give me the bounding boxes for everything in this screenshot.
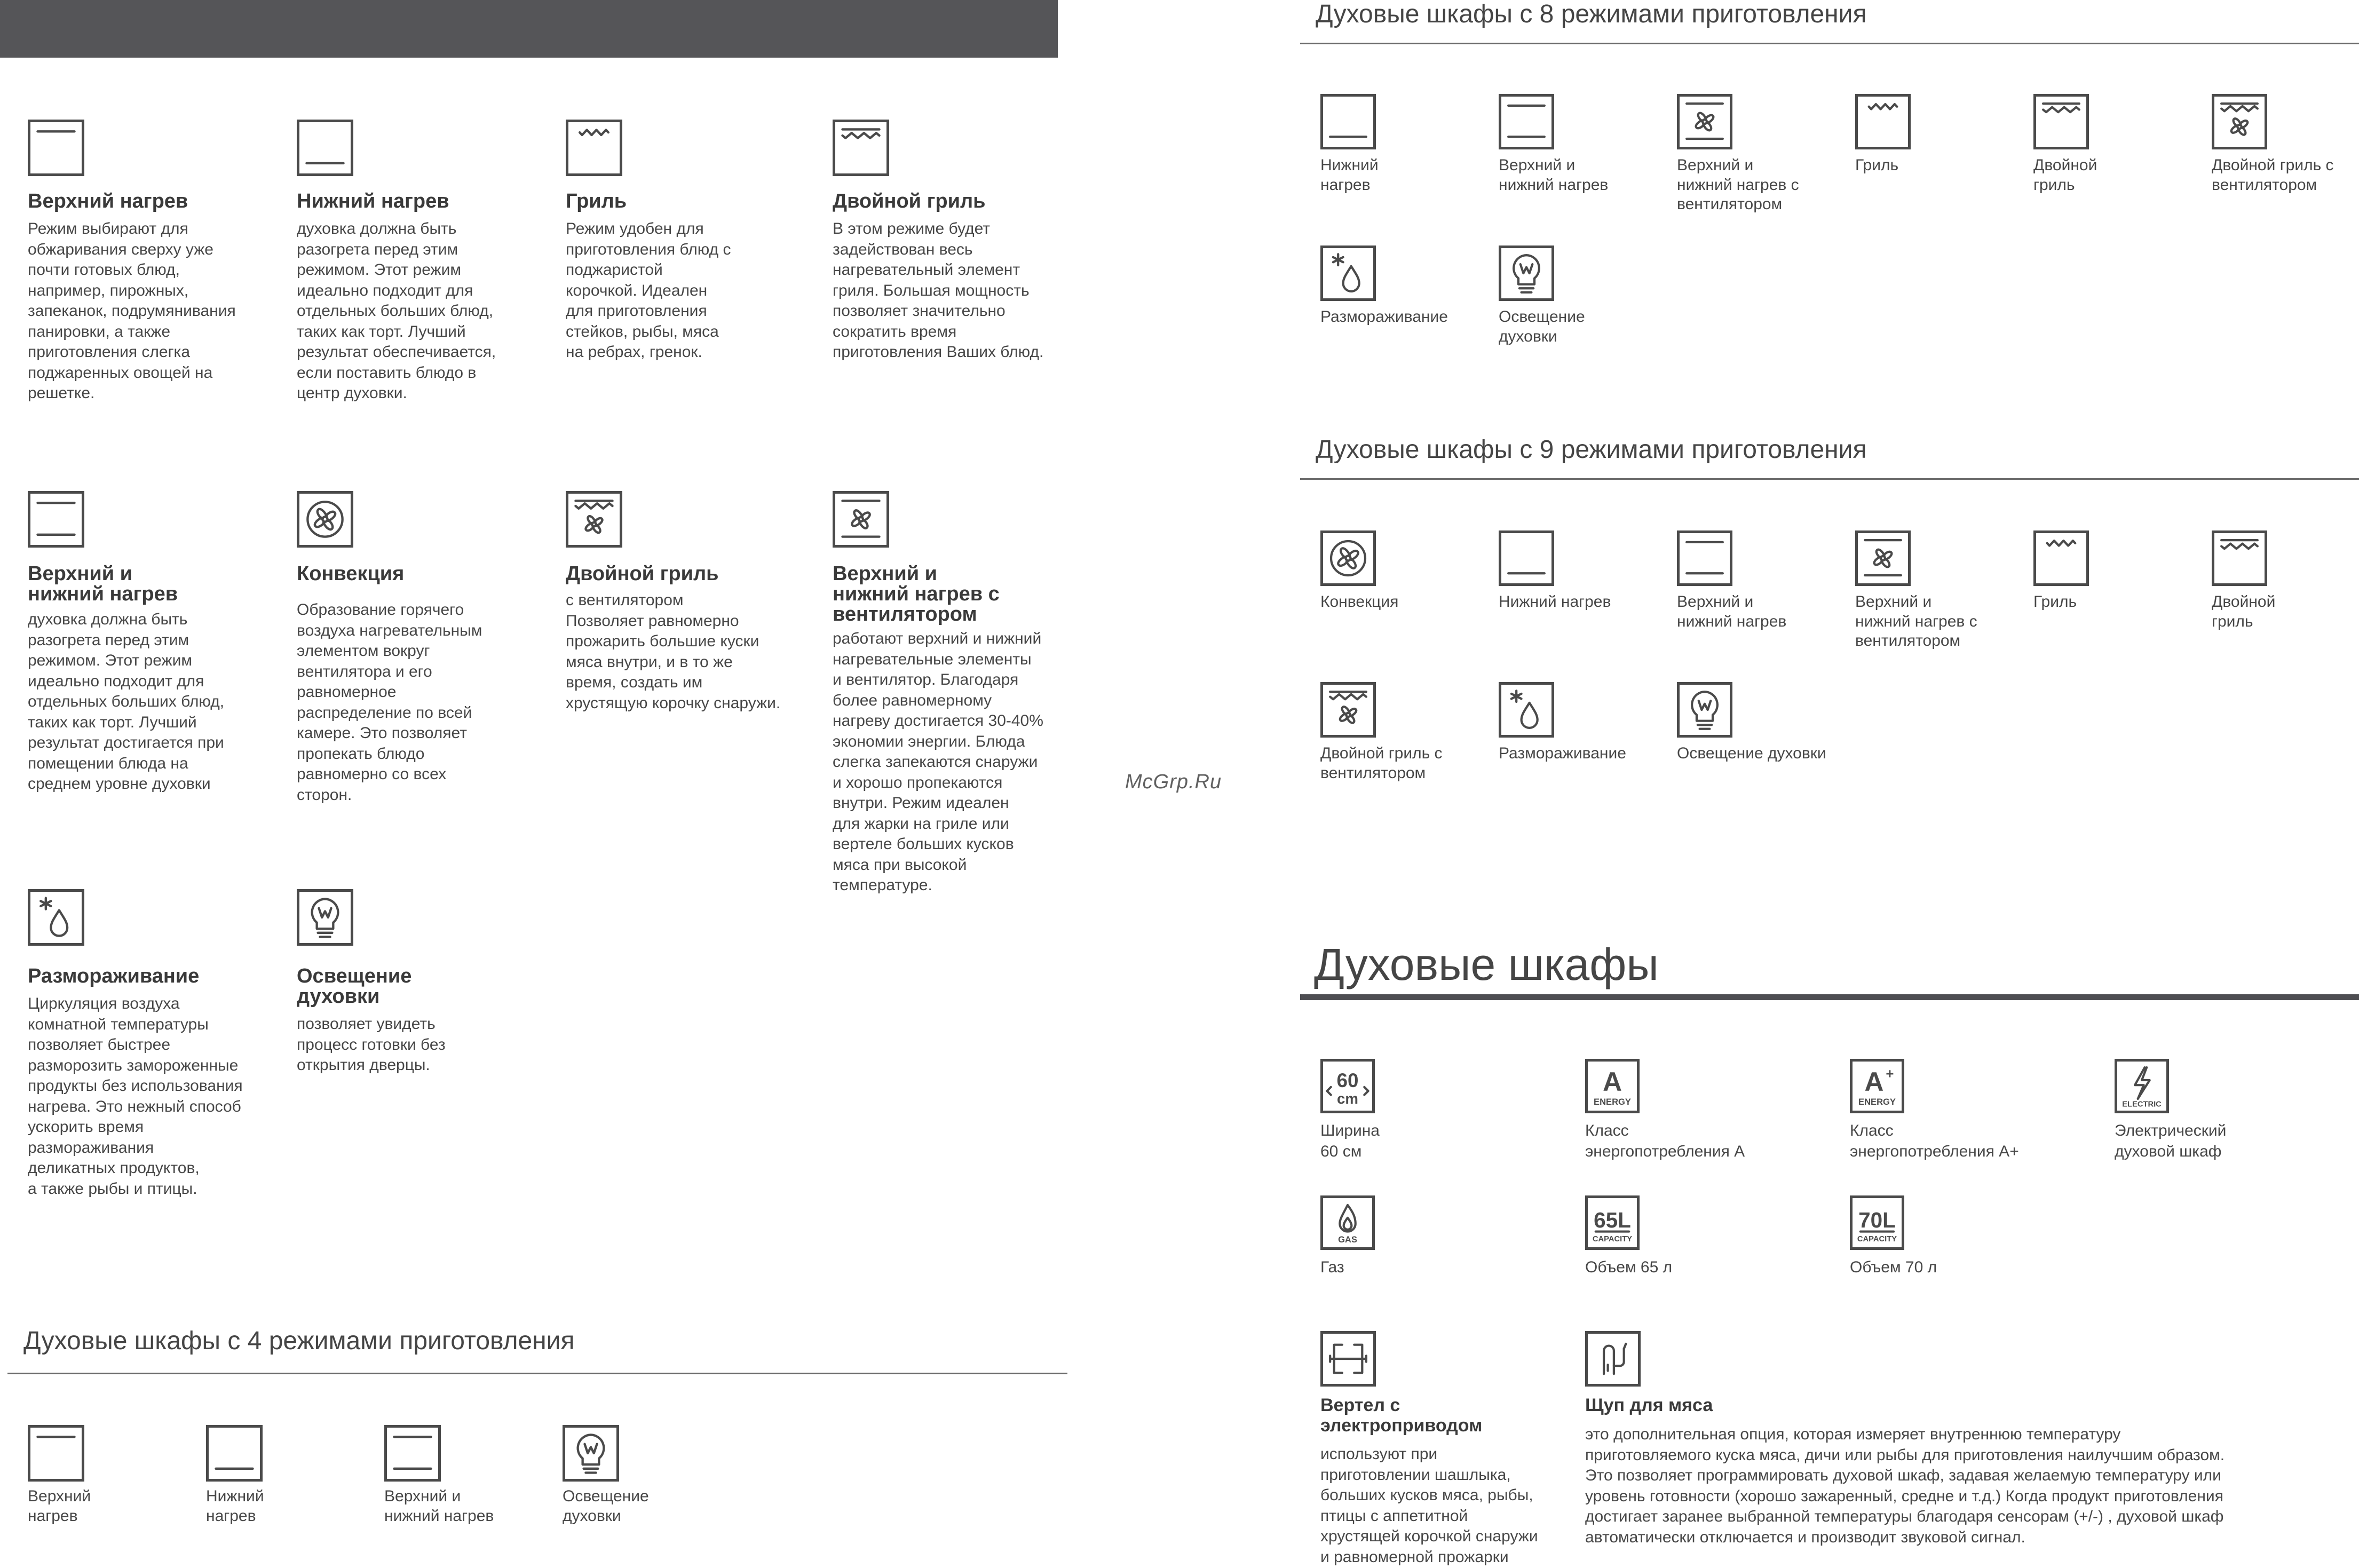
double-grill-icon (2033, 94, 2089, 149)
mode-label: Верхний нагрев (28, 1487, 91, 1525)
svg-text:A: A (1864, 1067, 1884, 1097)
rotisserie-icon (1320, 1331, 1376, 1387)
light-icon (1677, 682, 1732, 738)
mode-title: Двойной гриль (566, 563, 719, 585)
light-icon (297, 889, 353, 946)
grill-icon (2033, 530, 2089, 586)
mode-label: Двойной гриль с вентилятором (2212, 156, 2334, 194)
mode-label: Нижний нагрев (1499, 593, 1611, 611)
top-heat-icon (28, 120, 84, 176)
mode-label: Верхний и нижний нагрев (1677, 593, 1787, 630)
top-heat-icon (28, 1425, 84, 1482)
feature-label: Класс энергопотребления А+ (1850, 1122, 2019, 1160)
top-bottom-heat-icon (384, 1425, 441, 1482)
capacity-70-icon (1850, 1195, 1904, 1250)
svg-text:cm: cm (1337, 1090, 1358, 1107)
mode-title: Двойной гриль (833, 190, 986, 212)
nine-modes-title: Духовые шкафы с 9 режимами приготовления (1316, 435, 1867, 464)
four-modes-divider (7, 1373, 1067, 1374)
mode-label: Гриль (2033, 593, 2077, 611)
mode-desc: Режим выбирают для обжаривания сверху уже почти готовых блюд, например, пирожных, запеканок, подрумянивания панировки, а также приготовления слегка поджаренных овощей на решетке. (28, 220, 236, 402)
bottom-heat-icon (1499, 530, 1554, 586)
top-bottom-fan-icon (1677, 94, 1732, 149)
svg-text:70L: 70L (1858, 1208, 1896, 1233)
grill-icon (1855, 94, 1911, 149)
svg-text:65L: 65L (1594, 1208, 1631, 1233)
svg-text:A: A (1603, 1067, 1622, 1097)
mode-desc: с вентилятором Позволяет равномерно прожарить большие куски мяса внутри, и в то же время, создать им хрустящую корочку снаружи. (566, 591, 781, 712)
mode-label: Верхний и нижний нагрев (384, 1487, 494, 1525)
light-icon (563, 1425, 619, 1482)
mode-title: Размораживание (28, 965, 200, 987)
ovens-title: Духовые шкафы (1314, 939, 1659, 989)
top-bottom-heat-icon (28, 491, 84, 548)
mode-title: Верхний и нижний нагрев с вентилятором (833, 563, 1000, 625)
svg-text:ELECTRIC: ELECTRIC (2122, 1100, 2162, 1109)
mode-title: Нижний нагрев (297, 190, 449, 212)
energy-a-icon (1585, 1059, 1640, 1113)
watermark: McGrp.Ru (1125, 771, 1222, 793)
double-grill-fan-icon (1320, 682, 1376, 738)
mode-label: Верхний и нижний нагрев (1499, 156, 1609, 194)
mode-desc: В этом режиме будет задействован весь нагревательный элемент гриля. Большая мощность позволяет значительно сократить время приготовления Ваших блюд. (833, 220, 1044, 361)
double-grill-icon (2212, 530, 2267, 586)
rotisserie-desc: используют при приготовлении шашлыка, больших кусков мяса, рыбы, птицы с аппетитной хрустящей корочкой снаружи и равномерной прожарки (1320, 1445, 1538, 1566)
mode-title: Гриль (566, 190, 627, 212)
mode-label: Двойной гриль с вентилятором (1320, 745, 1443, 782)
mode-label: Двойной гриль (2033, 156, 2097, 194)
top-bottom-fan-icon (1855, 530, 1911, 586)
mode-label: Освещение духовки (1677, 745, 1826, 762)
feature-label: Ширина 60 см (1320, 1122, 1380, 1160)
feature-label: Объем 70 л (1850, 1258, 1937, 1276)
mode-label: Нижний нагрев (1320, 156, 1379, 194)
defrost-icon (1499, 682, 1554, 738)
svg-text:CAPACITY: CAPACITY (1592, 1234, 1633, 1244)
meat-probe-icon (1585, 1331, 1641, 1387)
svg-text:GAS: GAS (1338, 1234, 1357, 1245)
mode-label: Размораживание (1499, 745, 1626, 762)
mode-desc: позволяет увидеть процесс готовки без открытия дверцы. (297, 1015, 446, 1074)
svg-text:CAPACITY: CAPACITY (1857, 1234, 1897, 1244)
mode-label: Нижний нагрев (206, 1487, 264, 1525)
light-icon (1499, 246, 1554, 301)
mode-title: Конвекция (297, 563, 405, 585)
mode-label: Освещение духовки (563, 1487, 649, 1525)
top-bottom-heat-icon (1677, 530, 1732, 586)
double-grill-fan-icon (2212, 94, 2267, 149)
mode-desc: духовка должна быть разогрета перед этим режимом. Этот режим идеально подходит для отдельных больших блюд, таких как торт. Лучший результат достигается при помещении блюда на среднем уровне духовки (28, 611, 225, 793)
grill-icon (566, 120, 622, 176)
gas-icon (1320, 1195, 1375, 1250)
top-bottom-fan-icon (833, 491, 889, 548)
width-60-icon (1320, 1059, 1375, 1113)
mode-desc: духовка должна быть разогрета перед этим режимом. Этот режим идеально подходит для отдельных больших блюд, таких как торт. Лучший результат обеспечивается, если поставить блюдо в центр духовки. (297, 220, 496, 402)
eight-modes-title: Духовые шкафы с 8 режимами приготовления (1316, 0, 1867, 28)
bottom-heat-icon (1320, 94, 1376, 149)
bottom-heat-icon (206, 1425, 263, 1482)
bottom-heat-icon (297, 120, 353, 176)
svg-text:ENERGY: ENERGY (1858, 1096, 1896, 1107)
mode-label: Двойной гриль (2212, 593, 2276, 630)
top-banner (0, 0, 1058, 58)
mode-desc: Режим удобен для приготовления блюд с поджаристой корочкой. Идеален для приготовления стейков, рыбы, мяса на ребрах, гренок. (566, 220, 731, 361)
mode-label: Конвекция (1320, 593, 1399, 611)
meat-probe-title: Щуп для мяса (1585, 1395, 1713, 1415)
mode-label: Гриль (1855, 156, 1899, 174)
double-grill-fan-icon (566, 491, 622, 548)
defrost-icon (1320, 246, 1376, 301)
feature-label: Газ (1320, 1258, 1344, 1276)
feature-label: Класс энергопотребления А (1585, 1122, 1745, 1160)
four-modes-title: Духовые шкафы с 4 режимами приготовления (23, 1327, 575, 1355)
feature-label: Электрический духовой шкаф (2115, 1122, 2227, 1160)
mode-label: Верхний и нижний нагрев с вентилятором (1855, 593, 1977, 650)
capacity-65-icon (1585, 1195, 1640, 1250)
top-bottom-heat-icon (1499, 94, 1554, 149)
mode-title: Освещение духовки (297, 965, 412, 1008)
mode-desc: Образование горячего воздуха нагревательным элементом вокруг вентилятора и его равномерное распределение по всей камере. Это позволяет пропекать блюдо равномерно со всех сторон. (297, 601, 482, 804)
mode-label: Верхний и нижний нагрев с вентилятором (1677, 156, 1799, 213)
meat-probe-desc: это дополнительная опция, которая измеряет внутреннюю температуру приготовляемого куска мяса, дичи или рыбы для приготовления наилучшим образом. Это позволяет программировать духовой шкаф, задавая желаемую температуру или уровень готовности (хорошо зажаренный, средне и т.д.) Когда продукт приготовления достигает заранее выбранной температуры благодаря сенсорам (+/-) , духовой шкаф автоматически отключается и производит звуковой сигнал. (1585, 1426, 2225, 1546)
eight-modes-divider (1300, 43, 2359, 44)
double-grill-icon (833, 120, 889, 176)
svg-text:+: + (1886, 1066, 1894, 1082)
convection-icon (297, 491, 353, 548)
mode-title: Верхний и нижний нагрев (28, 563, 178, 605)
defrost-icon (28, 889, 84, 946)
nine-modes-divider (1300, 478, 2359, 480)
svg-text:60: 60 (1336, 1069, 1359, 1091)
mode-title: Верхний нагрев (28, 190, 188, 212)
svg-text:ENERGY: ENERGY (1594, 1096, 1631, 1107)
ovens-divider (1300, 994, 2359, 1000)
mode-desc: работают верхний и нижний нагревательные элементы и вентилятор. Благодаря более равномерному нагреву достигается 30-40% экономии энергии. Блюда слегка запекаются снаружи и хорошо пропекаются внутри. Режим идеален для жарки на гриле или вертеле больших кусков мяса при высокой температуре. (833, 630, 1043, 894)
energy-a-plus-icon (1850, 1059, 1904, 1113)
convection-icon (1320, 530, 1376, 586)
mode-label: Размораживание (1320, 308, 1448, 326)
feature-label: Объем 65 л (1585, 1258, 1673, 1276)
rotisserie-title: Вертел с электроприводом (1320, 1395, 1483, 1436)
mode-desc: Циркуляция воздуха комнатной температуры позволяет быстрее разморозить замороженные продукты без использования нагрева. Это нежный способ ускорить время размораживания деликатных продуктов, а также рыбы и птицы. (28, 995, 243, 1198)
mode-label: Освещение духовки (1499, 308, 1585, 345)
electric-icon (2115, 1059, 2169, 1113)
